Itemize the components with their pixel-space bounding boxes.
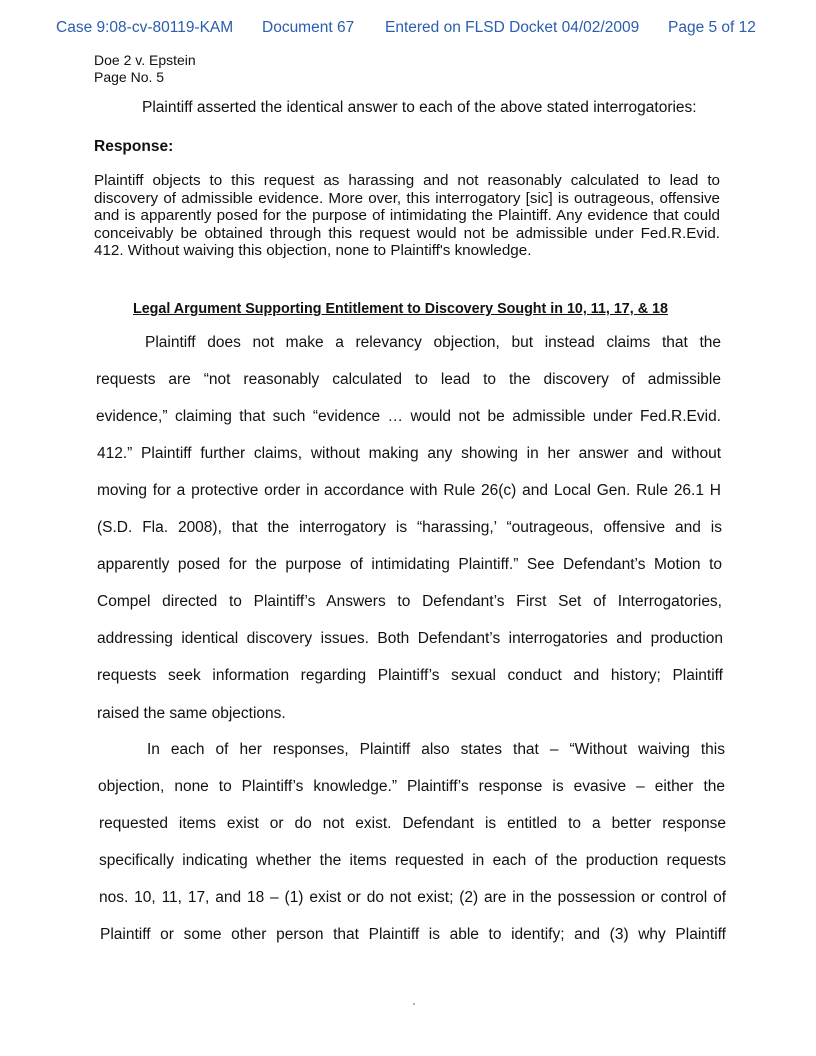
docket-stamp [0, 18, 816, 38]
argument-line: Plaintiff does not make a relevancy objection, but instead claims that the [145, 334, 721, 351]
argument-line: requests seek information regarding Plaintiff’s sexual conduct and history; Plaintiff [97, 667, 723, 684]
response-paragraph: Plaintiff objects to this request as harassing and not reasonably calculated to lead to discovery of admissible evidence. More over, this interrogatory [sic] is outrageous, offensive and is apparently posed for the purpose of intimidating the Plaintiff. Any evidence that could conceivably be obtained through this request would not be admissible under Fed.R.Evid. 412. Without waiving this objection, none to Plaintiff's knowledge. [94, 172, 720, 260]
evasive-line: objection, none to Plaintiff’s knowledge.” Plaintiff’s response is evasive – either the [98, 778, 725, 795]
response-heading: Response: [94, 138, 174, 155]
argument-line: apparently posed for the purpose of intimidating Plaintiff.” See Defendant’s Motion to [97, 556, 722, 573]
argument-line: moving for a protective order in accordance with Rule 26(c) and Local Gen. Rule 26.1 H [97, 482, 721, 499]
section-heading: Legal Argument Supporting Entitlement to Discovery Sought in 10, 11, 17, & 18 [133, 301, 668, 317]
docket-case-number: Case 9:08-cv-80119-KAM [56, 19, 234, 36]
argument-line: evidence,” claiming that such “evidence … would not be admissible under Fed.R.Evid. [96, 408, 721, 425]
intro-line: Plaintiff asserted the identical answer to each of the above stated interrogatories: [142, 99, 697, 116]
evasive-line: specifically indicating whether the items requested in each of the production requests [99, 852, 726, 869]
evasive-line: nos. 10, 11, 17, and 18 – (1) exist or do not exist; (2) are in the possession or control of [99, 889, 726, 906]
docket-entered-date: Entered on FLSD Docket 04/02/2009 [385, 19, 640, 36]
argument-line: (S.D. Fla. 2008), that the interrogatory is “harassing,’ “outrageous, offensive and is [97, 519, 722, 536]
scan-speck [413, 1003, 415, 1005]
argument-line: Compel directed to Plaintiff’s Answers to Defendant’s First Set of Interrogatories, [97, 593, 722, 610]
docket-document-number: Document 67 [262, 19, 355, 36]
evasive-line: Plaintiff or some other person that Plaintiff is able to identify; and (3) why Plaintiff [100, 926, 726, 943]
argument-line: 412.” Plaintiff further claims, without making any showing in her answer and without [97, 445, 721, 462]
argument-line: addressing identical discovery issues. Both Defendant’s interrogatories and production [97, 630, 723, 647]
evasive-line: requested items exist or do not exist. Defendant is entitled to a better response [99, 815, 726, 832]
evasive-line: In each of her responses, Plaintiff also states that – “Without waiving this [147, 741, 725, 758]
docket-page-count: Page 5 of 12 [668, 19, 756, 36]
argument-line: raised the same objections. [97, 705, 286, 722]
argument-line: requests are “not reasonably calculated to lead to the discovery of admissible [96, 371, 721, 388]
case-caption: Doe 2 v. Epstein [94, 52, 196, 68]
page-number: Page No. 5 [94, 69, 165, 85]
